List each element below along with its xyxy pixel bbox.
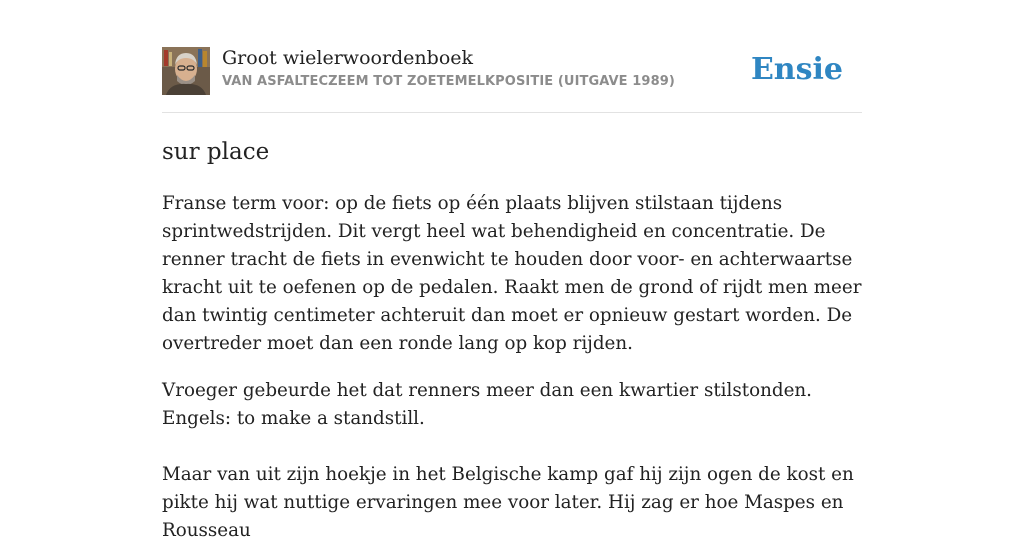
definition-paragraph: Vroeger gebeurde het dat renners meer dan een kwartier stilstonden. Engels: to make a standstill.	[162, 380, 812, 429]
author-portrait-icon	[162, 47, 210, 95]
content-container	[162, 0, 862, 541]
quote-paragraph: Maar van uit zijn hoekje in het Belgische kamp gaf hij zijn ogen de kost en pikte hij wat nuttige ervaringen mee voor later. Hij zag er hoe Maspes en Rousseau	[162, 464, 854, 541]
book-title-link[interactable]: Groot wielerwoordenboek	[222, 47, 474, 69]
avatar[interactable]	[162, 47, 210, 95]
brand-logo[interactable]: Ensie	[750, 52, 843, 87]
header	[162, 0, 862, 113]
entry-term: sur place	[162, 139, 270, 165]
definition-paragraph: Franse term voor: op de fiets op één plaats blijven stilstaan tijdens sprintwedstrijden. Dit vergt heel wat behendigheid en concentratie. De renner tracht de fiets in evenwicht te houden door voor- en achterwaartse kracht uit te oefenen op de pedalen. Raakt men de grond of rijdt men meer dan twintig centimeter achteruit dan moet er opnieuw gestart worden. De overtreder moet dan een ronde lang op kop rijden.	[162, 193, 862, 354]
book-subtitle: VAN ASFALTECZEEM TOT ZOETEMELKPOSITIE (UITGAVE 1989)	[222, 74, 675, 89]
